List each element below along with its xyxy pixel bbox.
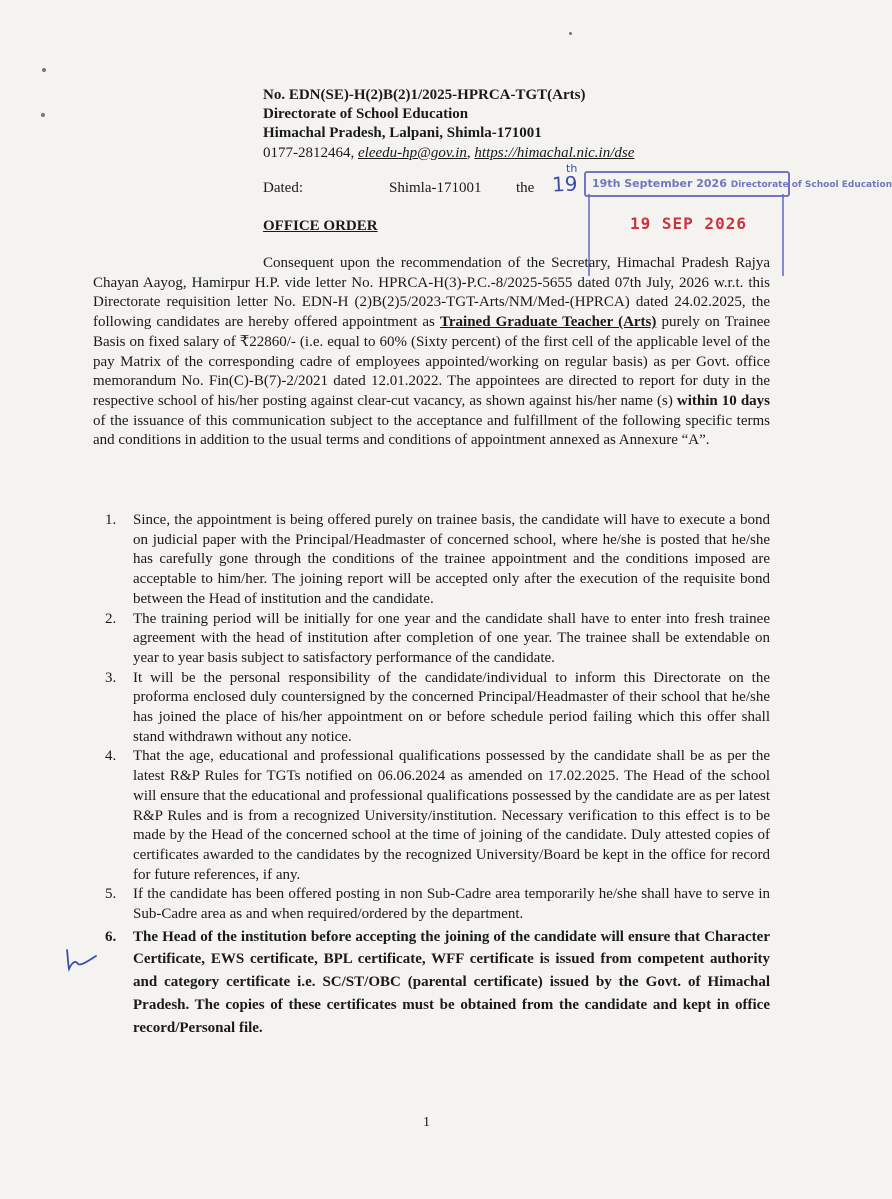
handwritten-suffix: th	[566, 162, 578, 175]
deadline-text: within 10 days	[676, 392, 771, 409]
email-link[interactable]: eleedu-hp@gov.in	[358, 145, 467, 161]
dated-label: Dated:	[263, 180, 303, 196]
page-number: 1	[423, 1115, 430, 1130]
document-title: OFFICE ORDER	[263, 218, 378, 234]
website-link[interactable]: https://himachal.nic.in/dse	[474, 145, 635, 161]
reference-number: No. EDN(SE)-H(2)B(2)1/2025-HPRCA-TGT(Arts)	[263, 87, 586, 103]
dated-the: the	[516, 180, 535, 196]
letter-header	[263, 86, 783, 163]
office-address: Himachal Pradesh, Lalpani, Shimla-171001	[263, 125, 542, 141]
term-item: 4. That the age, educational and professional qualifications possessed by the candidate shall be as per the latest R&P Rules for TGTs notified on 06.06.2024 as amended on 17.02.2025. The Head of the school will ensure that the educational and professional qualifications possessed by the candidate are as per latest R&P Rules and is from a recognized University/institution. Necessary verification to this effect is to be made by the Head of the concerned school at the time of joining of the candidate. Duly attested copies of certificates awarded to the candidates by the recognized University/Board be kept in the office for record for future references, if any.	[105, 748, 770, 883]
dated-place: Shimla-171001	[389, 180, 482, 196]
contact-line: 0177-2812464, eleedu-hp@gov.in, https://himachal.nic.in/dse	[263, 145, 635, 161]
term-item: 2. The training period will be initially for one year and the candidate shall have to enter into fresh trainee agreement with the head of institution after completion of one year. The trainee shall be extendable on year to year basis subject to satisfactory performance of the candidate.	[105, 610, 770, 666]
scan-speck	[42, 68, 46, 72]
handwritten-day: 19	[551, 171, 579, 197]
office-name: Directorate of School Education	[263, 106, 469, 122]
stamp-overlay-text: Directorate of School Education	[730, 180, 892, 190]
intro-paragraph: Consequent upon the recommendation of the Secretary, Himachal Pradesh Rajya Chayan Aayog, Hamirpur H.P. vide letter No. HPRCA-H(3)-P.C.-8/2025-5655 dated 07th July, 2026 w.r.t. this Directorate requisition letter No. EDN-H (2)B(2)5/2023-TGT-Arts/NM/Med-(HPRCA) dated 24.02.2025, the following candidates are hereby offered appointment as Trained Graduate Teacher (Arts) purely on Trainee Basis on fixed salary of ₹22860/- (i.e. equal to 60% (Sixty percent) of the first cell of the applicable level of the pay Matrix of the corresponding cadre of employees appointed/working on regular basis) as per Govt. office memorandum No. Fin(C)-B(7)-2/2021 dated 12.01.2022. The appointees are directed to report for duty in the respective school of his/her posting against clear-cut vacancy, as shown against his/her name (s) within 10 days of the issuance of this communication subject to the acceptance and fulfillment of the following specific terms and conditions in addition to the usual terms and conditions of appointment annexed as Annexure “A”.	[93, 255, 771, 449]
post-name: Trained Graduate Teacher (Arts)	[439, 314, 657, 331]
terms-list	[93, 511, 770, 1039]
received-stamp-date: 19 SEP 2026	[630, 214, 747, 233]
date-stamp: 19th September 2026 Directorate of School Education	[584, 171, 790, 197]
term-item: 1. Since, the appointment is being offered purely on trainee basis, the candidate will have to execute a bond on judicial paper with the Principal/Headmaster of concerned school, where he/she is posted that he/she has carefully gone through the conditions of the trainee appointment and the conditions imposed are acceptable to him/her. The joining report will be accepted only after the execution of the requisite bond between the Head of institution and the candidate.	[105, 512, 770, 607]
term-item: 3. It will be the personal responsibility of the candidate/individual to inform this Directorate on the proforma enclosed duly countersigned by the concerned Principal/Headmaster of their school that he/she has joined the place of his/her appointment on or before schedule period failing which this offer shall stand withdrawn without any notice.	[105, 669, 770, 745]
phone-number: 0177-2812464,	[263, 145, 358, 161]
term-item: 5. If the candidate has been offered posting in non Sub-Cadre area temporarily he/she shall have to serve in Sub-Cadre area as and when required/ordered by the department.	[105, 886, 770, 923]
scan-speck	[41, 113, 45, 117]
handwritten-tick-mark	[64, 948, 98, 972]
term-item: 6. The Head of the institution before accepting the joining of the candidate will ensure that Character Certificate, EWS certificate, BPL certificate, WFF certificate is issued from competent authority and category certificate i.e. SC/ST/OBC (parental certificate) issued by the Govt. of Himachal Pradesh. The copies of these certificates must be obtained from the candidate and kept in office record/Personal file.	[105, 928, 770, 1036]
scan-speck	[569, 32, 572, 35]
